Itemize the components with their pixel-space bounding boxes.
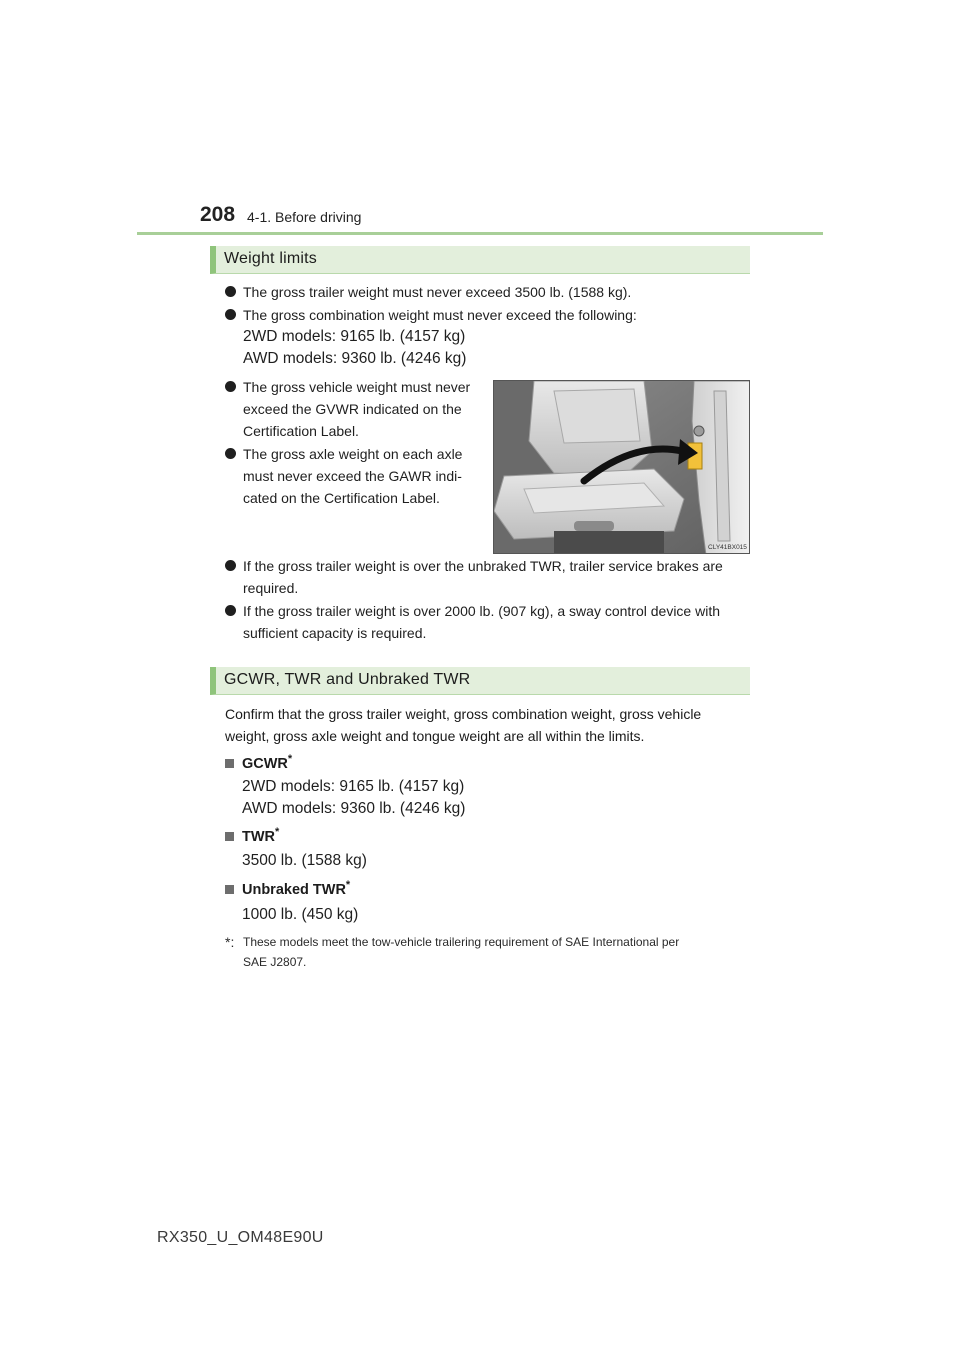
spec-2wd: 2WD models: 9165 lb. (4157 kg)	[243, 328, 466, 345]
bullet-dot-icon	[225, 448, 236, 459]
bullet-text-line: cated on the Certification Label.	[243, 490, 440, 506]
gcwr-awd-value: AWD models: 9360 lb. (4246 kg)	[242, 800, 466, 817]
footnote-line: SAE J2807.	[243, 955, 307, 969]
asterisk-mark: *	[287, 753, 293, 765]
unbraked-twr-label: Unbraked TWR	[242, 881, 346, 898]
bullet-text-line: sufficient capacity is required.	[243, 625, 427, 641]
bullet-sway-control	[225, 600, 747, 644]
twr-label: TWR	[242, 828, 276, 845]
bullet-text: The gross trailer weight must never exceed 3500 lb. (1588 kg).	[243, 284, 632, 300]
footnote-mark: *:	[225, 934, 235, 950]
gcwr-heading	[210, 667, 750, 695]
bullet-gross-vehicle-weight	[225, 376, 485, 442]
bullet-text-line: If the gross trailer weight is over the unbraked TWR, trailer service brakes are	[243, 558, 723, 574]
bullet-text-line: exceed the GVWR indicated on the	[243, 401, 462, 417]
section-path: 4-1. Before driving	[247, 209, 362, 225]
bullet-dot-icon	[225, 605, 236, 616]
asterisk-mark: *	[345, 879, 351, 891]
page-number: 208	[200, 203, 236, 226]
gcwr-intro-line: weight, gross axle weight and tongue weight are all within the limits.	[225, 728, 645, 744]
square-bullet-icon	[225, 832, 234, 841]
bullet-dot-icon	[225, 286, 236, 297]
bullet-dot-icon	[225, 381, 236, 392]
bullet-dot-icon	[225, 560, 236, 571]
bullet-text-line: If the gross trailer weight is over 2000 lb. (907 kg), a sway control device with	[243, 603, 720, 619]
twr-value: 3500 lb. (1588 kg)	[242, 852, 367, 869]
weight-limits-title: Weight limits	[224, 250, 317, 267]
bullet-text-line: must never exceed the GAWR indi-	[243, 468, 462, 484]
bullet-text-line: Certification Label.	[243, 423, 359, 439]
bullet-service-brakes	[225, 555, 747, 599]
header-rule	[137, 232, 823, 235]
image-code: CLY41BX015	[708, 544, 747, 551]
bullet-text-line: required.	[243, 580, 299, 596]
gcwr-label: GCWR	[242, 755, 288, 772]
bullet-text-line: The gross vehicle weight must never	[243, 379, 471, 395]
square-bullet-icon	[225, 885, 234, 894]
asterisk-mark: *	[275, 826, 280, 838]
square-bullet-icon	[225, 759, 234, 768]
door-jamb-illustration	[494, 381, 750, 554]
bullet-text: The gross combination weight must never exceed the following:	[243, 307, 637, 323]
footnote-line: These models meet the tow-vehicle trailering requirement of SAE International per	[243, 935, 680, 949]
certification-label-photo	[493, 380, 750, 554]
weight-limits-heading	[210, 246, 750, 274]
gcwr-2wd-value: 2WD models: 9165 lb. (4157 kg)	[242, 778, 465, 795]
unbraked-twr-value: 1000 lb. (450 kg)	[242, 906, 359, 923]
spec-awd: AWD models: 9360 lb. (4246 kg)	[243, 350, 467, 367]
gcwr-intro-line: Confirm that the gross trailer weight, gross combination weight, gross vehicle	[225, 706, 702, 722]
bullet-text-line: The gross axle weight on each axle	[243, 446, 463, 462]
gcwr-title: GCWR, TWR and Unbraked TWR	[224, 671, 471, 688]
document-code: RX350_U_OM48E90U	[157, 1229, 324, 1246]
bullet-dot-icon	[225, 309, 236, 320]
bullet-combination-weight	[225, 304, 747, 370]
bullet-gross-axle-weight	[225, 443, 485, 509]
